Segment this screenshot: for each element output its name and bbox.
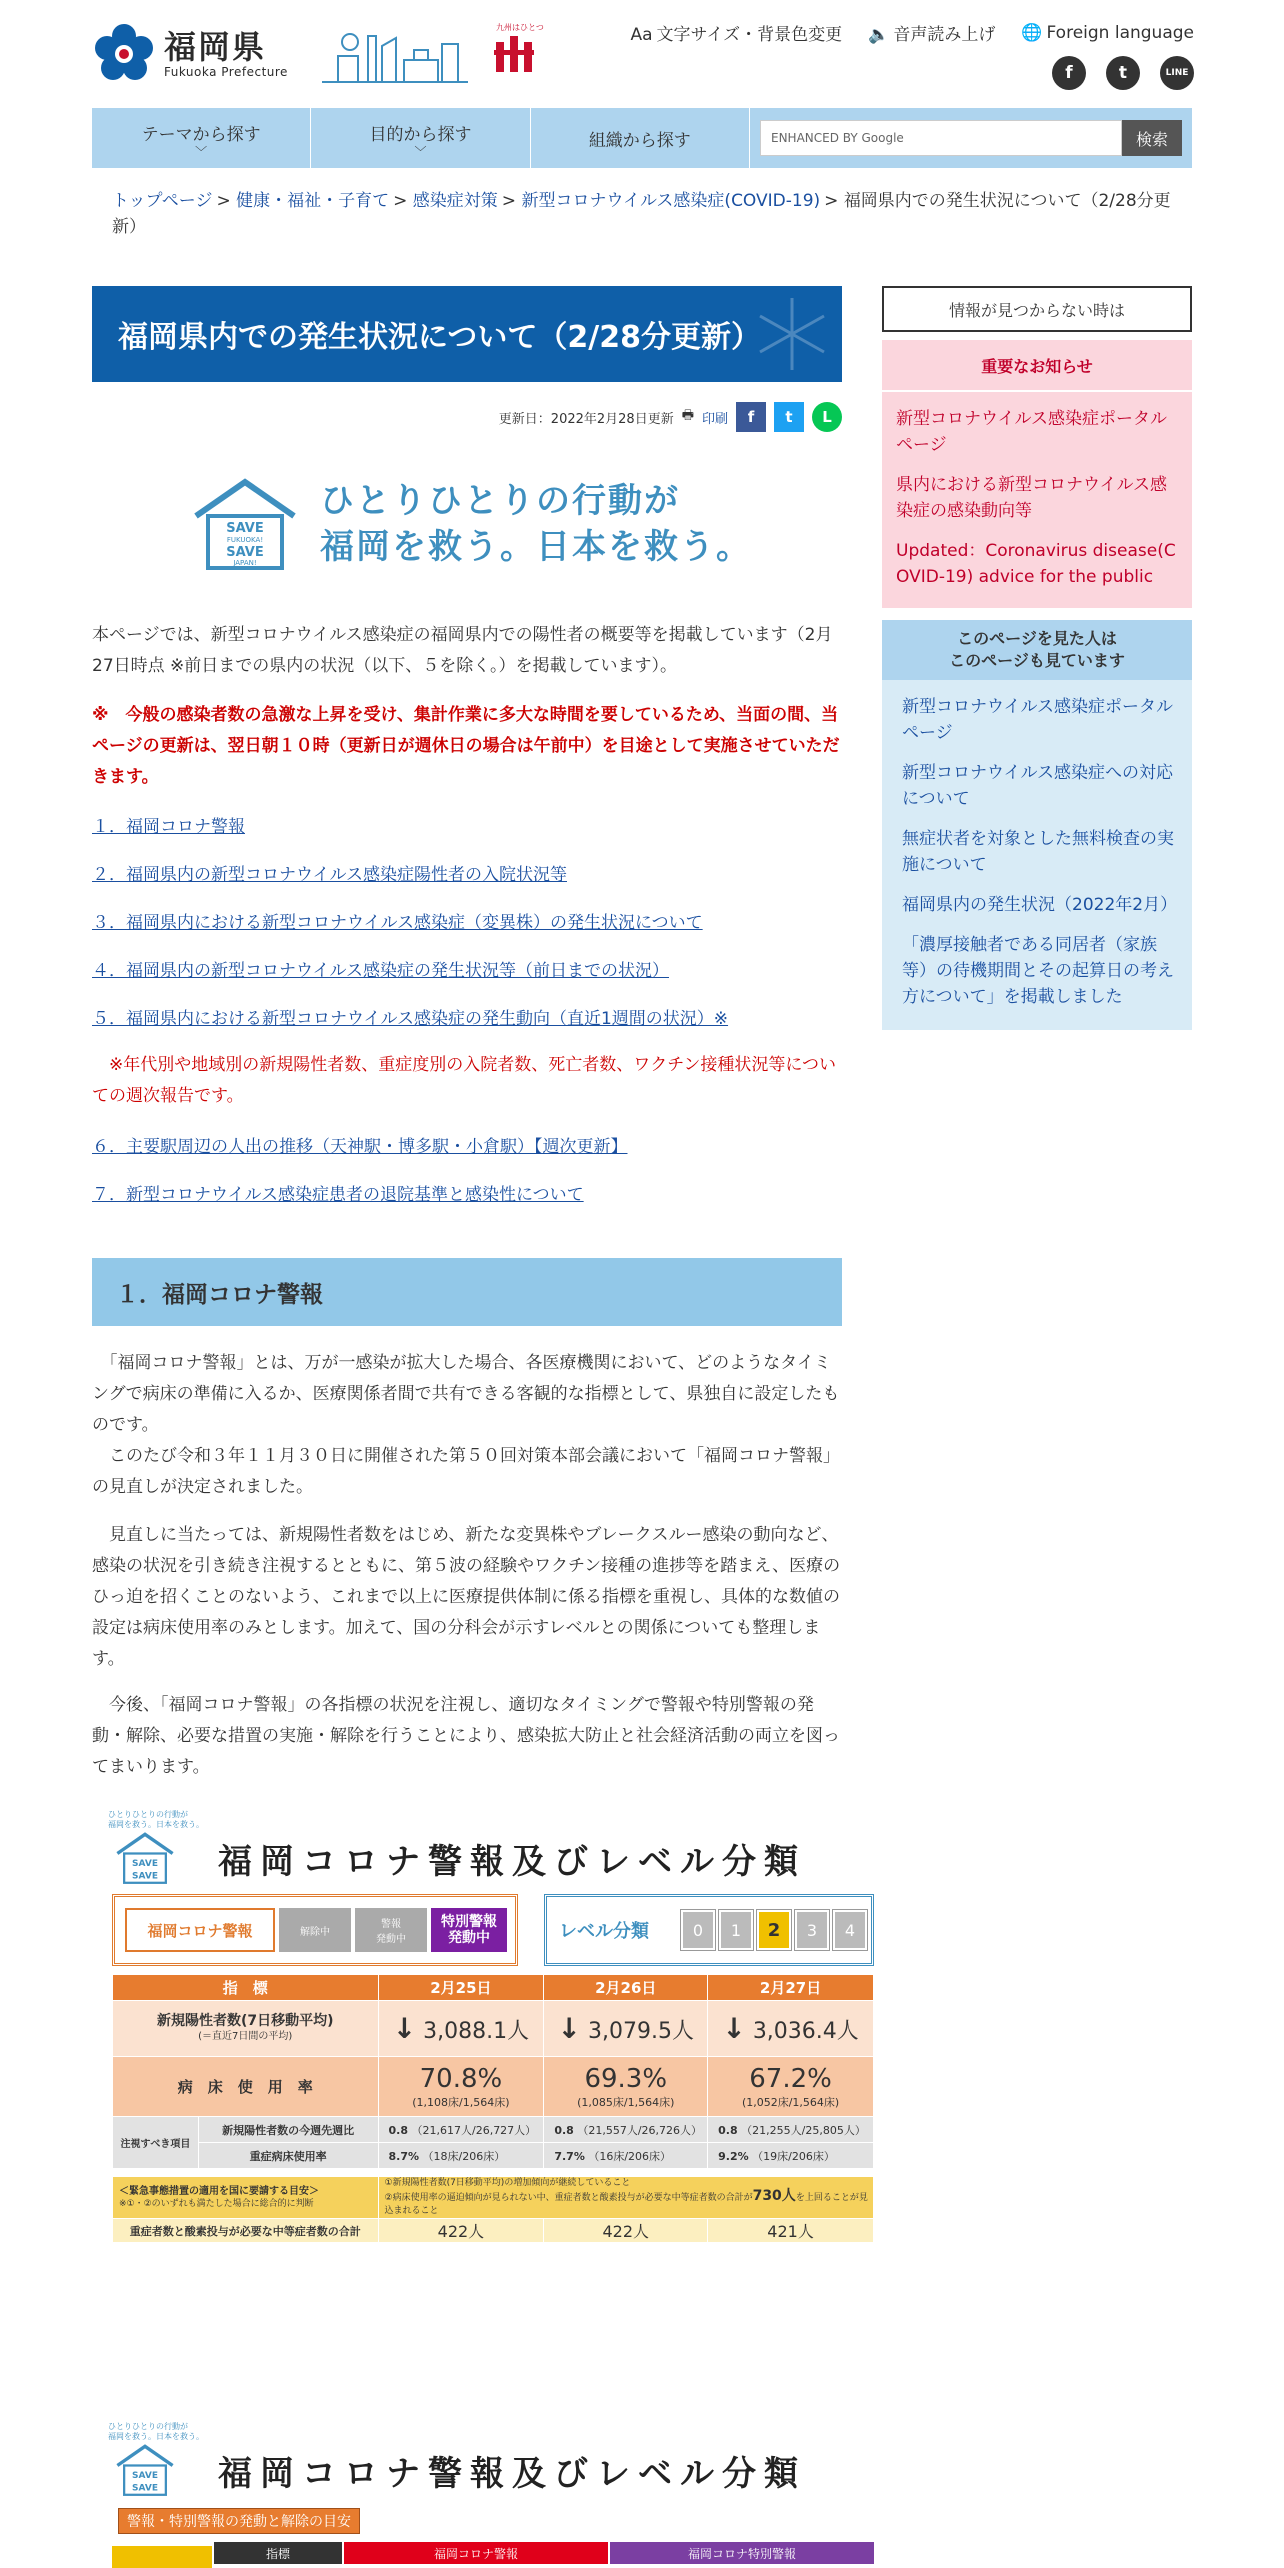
page-title-bar [92,286,842,382]
alert-state-off: 解除中 [279,1908,351,1952]
share-twitter-icon[interactable]: t [774,402,804,432]
section1-para-2: 見直しに当たっては、新規陽性者数をはじめ、新たな変異株やブレークスルー感染の動向など、 感染の状況を引き続き注視するとともに、第５波の経験やワクチン接種の進捗等を踏まえ、医療の ひっ迫を招くことのないよう、これまで以上に医療提供体制に係る指標を重視し、具体的な数値の 設定は病床使用率のみとします。加えて、国の分科会が示すレベルとの関係についても整理しま す。 [92,1525,841,1669]
print-icon: 🖶 [681,408,694,423]
read-aloud-link[interactable]: 🔈 音声読み上げ [868,25,996,45]
site-search [750,108,1192,168]
banner-line-1: ひとりひとりの行動が [320,481,680,521]
fukuoka-flower-logo-icon [92,22,156,86]
also-link-4[interactable]: 福岡県内の発生状況（2022年2月） [902,895,1178,915]
svg-text:SAVE: SAVE [132,1858,158,1869]
toc-link-6[interactable]: ６．主要駅周辺の人出の推移（天神駅・博多駅・小倉駅）【週次更新】 [92,1137,628,1157]
alert-state-special: 特別警報 発動中 [431,1908,507,1952]
alert-status-box: 福岡コロナ警報 解除中 警報 発動中 特別警報 発動中 [112,1894,518,1966]
svg-text:九州はひとつ: 九州はひとつ [496,23,544,32]
toc-link-5[interactable]: ５．福岡県内における新型コロナウイルス感染症の発生動向（直近1週間の状況）※ [92,1009,729,1029]
kyushu-illustration-icon [318,16,560,90]
breadcrumb-top[interactable]: トップページ [112,191,213,211]
section-heading-1: １．福岡コロナ警報 [92,1258,842,1326]
toc-link-3[interactable]: ３．福岡県内における新型コロナウイルス感染症（変異株）の発生状況について [92,913,703,933]
search-button[interactable]: 検索 [1122,120,1182,156]
logo-en: Fukuoka Prefecture [164,65,288,79]
breadcrumb-current: 福岡県内での発生状況について（2/28分更新） [112,191,1171,237]
alert-level-infographic [108,1806,884,2246]
level-2-current: 2 [757,1910,791,1950]
svg-text:SAVE: SAVE [132,1871,158,1882]
page-title: 福岡県内での発生状況について（2/28分更新） [118,320,761,355]
not-found-button[interactable]: 情報が見つからない時は [882,286,1192,332]
toc-link-4[interactable]: ４．福岡県内の新型コロナウイルス感染症の発生状況等（前日までの状況） [92,961,669,981]
save-house-icon [190,476,300,572]
update-info [470,402,842,432]
global-nav [92,108,1192,168]
updated-date: 更新日：2022年2月28日更新 [498,411,674,427]
infographic2-title: 福岡コロナ警報及びレベル分類 [218,2454,806,2494]
update-notice: ※ 今般の感染者数の急激な上昇を受け、集計作業に多大な時間を要しているため、当面の間、当 ページの更新は、翌日朝１０時（更新日が週休日の場合は午前中）を目途として実施させていただ きます。 [92,705,840,787]
breadcrumb-health[interactable]: 健康・福祉・子育て [236,191,390,211]
svg-text:JAPAN!: JAPAN! [233,559,257,567]
level-0: 0 [681,1910,715,1950]
text-size-icon: Aa [630,25,653,45]
nav-theme[interactable]: テーマから探す ﹀ [92,108,311,168]
twitter-icon[interactable]: t [1106,56,1140,90]
important-link-2[interactable]: 県内における新型コロナウイルス感染症の感染動向等 [896,475,1167,521]
section1-para-3: 今後、「福岡コロナ警報」の各指標の状況を注視し、適切なタイミングで警報や特別警報の発 動・解除、必要な措置の実施・解除を行うことにより、感染拡大防止と社会経済活動の両立を図っ てまいります。 [92,1695,840,1777]
down-arrow-icon: ↓ [722,2012,746,2045]
toc-link-1[interactable]: １．福岡コロナ警報 [92,817,245,837]
level-4: 4 [833,1910,867,1950]
indicator-table: 指 標 2月25日 2月26日 2月27日 新規陽性者数(7日移動平均) (＝直近7日間の平均) ↓ 3,088.1人 ↓ 3,079.5人 ↓ 3,036.4人 病 床 使 用 率 70.8% (1,108床/1,564床) 69.3% (1,085床/1,564床) 67.2% (1,052床/1,564床) 注視すべき項目 新規陽性者数の今週先週比 0.8 （21,617人/26,727人） 0.8 （21,557人/26,726人） 0.8 （21,255人/25,805人） 重症病床使用率 8.7% （18床/206床） 7.7% （16床/206床） 9.2% （19床/206床） ＜緊急事態措置の適用を国に要請する目安＞ ※①・②のいずれも満たした場合に総合的に判断 ①新規陽性者数(7日移動平均)の増加傾向が継続していること ②病床使用率の逼迫傾向が見られない中、重症者数と酸素投与が必要な中等症者数の合計が730人を上回ることが見込まれること 重症者数と酸素投与が必要な中等症者数の合計 422人 422人 421人 [112,1974,874,2243]
weekly-report-note: ※年代別や地域別の新規陽性者数、重症度別の入院者数、死亡者数、ワクチン接種状況等につい ての週次報告です。 [92,1055,837,1106]
important-link-3[interactable]: Updated：Coronavirus disease(COVID-19) advice for the public [896,541,1176,587]
also-viewed-box [882,620,1192,1030]
alert-state-on: 警報 発動中 [355,1908,427,1952]
search-input[interactable]: ENHANCED BY Google [760,120,1122,156]
level-3: 3 [795,1910,829,1950]
toc-link-2[interactable]: ２．福岡県内の新型コロナウイルス感染症陽性者の入院状況等 [92,865,567,885]
down-arrow-icon: ↓ [557,2012,581,2045]
text-size-link[interactable]: Aa 文字サイズ・背景色変更 [630,25,843,45]
foreign-language-link[interactable]: 🌐 Foreign language [1021,22,1194,43]
chevron-down-icon: ﹀ [195,144,208,159]
breadcrumb-infection[interactable]: 感染症対策 [412,191,498,211]
snowflake-decoration-icon [752,294,832,374]
infographic-caption: ひとりひとりの行動が 福岡を救う。日本を救う。 [108,1810,204,1829]
breadcrumb-covid[interactable]: 新型コロナウイルス感染症(COVID-19) [521,191,821,211]
save-house-small-icon [114,2442,176,2498]
criteria-tag: 警報・特別警報の発動と解除の目安 [118,2508,360,2534]
svg-text:SAVE: SAVE [226,521,264,536]
banner-line-2: 福岡を救う。日本を救う。 [320,527,752,567]
save-house-small-icon [114,1830,176,1886]
also-link-2[interactable]: 新型コロナウイルス感染症への対応について [902,763,1173,809]
important-notice-box [882,340,1192,608]
breadcrumb: トップページ > 健康・福祉・子育て > 感染症対策 > 新型コロナウイルス感染症(COVID-19) > 福岡県内での発生状況について（2/28分更新） [112,191,1171,237]
down-arrow-icon: ↓ [392,2012,417,2045]
also-viewed-heading: このページを見た人は このページも見ています [882,620,1192,680]
important-link-1[interactable]: 新型コロナウイルス感染症ポータルページ [896,409,1167,455]
section1-para-1: 「福岡コロナ警報」とは、万が一感染が拡大した場合、各医療機関において、どのようなタイミ ングで病床の準備に入るか、医療関係者間で共有できる客観的な指標として、県独自に設定したも のです。 このたび令和３年１１月３０日に開催された第５０回対策本部会議において「福岡コロナ警報」 の見直しが決定されました。 [92,1353,840,1497]
line-icon[interactable]: LINE [1160,56,1194,90]
svg-text:SAVE: SAVE [226,545,264,560]
also-link-1[interactable]: 新型コロナウイルス感染症ポータルページ [902,697,1173,743]
chevron-down-icon: ﹀ [414,144,427,159]
site-logo[interactable] [92,22,288,86]
nav-purpose[interactable]: 目的から探す ﹀ [311,108,530,168]
also-link-5[interactable]: 「濃厚接触者である同居者（家族等）の待機期間とその起算日の考え方について」を掲載しました [902,935,1174,1007]
svg-text:SAVE: SAVE [132,2483,158,2494]
logo-name: 福岡県 [164,28,267,66]
important-heading: 重要なお知らせ [882,340,1192,392]
print-link[interactable]: 印刷 [701,411,728,427]
share-facebook-icon[interactable]: f [736,402,766,432]
toc-link-7[interactable]: ７．新型コロナウイルス感染症患者の退院基準と感染性について [92,1185,584,1205]
level-1: 1 [719,1910,753,1950]
level-box: レベル分類 0 1 2 3 4 [544,1894,874,1966]
nav-organization[interactable]: 組織から探す [531,108,750,168]
intro-text: 本ページでは、新型コロナウイルス感染症の福岡県内での陽性者の概要等を掲載しています（2月 27日時点 ※前日までの県内の状況（以下、５を除く。）を掲載しています）。 [92,625,833,676]
speaker-icon: 🔈 [868,25,890,45]
infographic-title: 福岡コロナ警報及びレベル分類 [218,1842,806,1882]
alert-criteria-infographic: ひとりひとりの行動が 福岡を救う。日本を救う。 SAVE SAVE 福岡コロナ警報及びレベル分類 警報・特別警報の発動と解除の目安 指標 福岡コロナ警報 福岡コロナ特別警報 [108,2418,884,2568]
svg-text:FUKUOKA!: FUKUOKA! [226,536,264,544]
share-line-icon[interactable]: L [812,402,842,432]
save-fukuoka-banner [190,472,770,576]
facebook-icon[interactable]: f [1052,56,1086,90]
also-link-3[interactable]: 無症状者を対象とした無料検査の実施について [902,829,1174,875]
globe-icon: 🌐 [1021,22,1043,43]
svg-text:SAVE: SAVE [132,2470,158,2481]
